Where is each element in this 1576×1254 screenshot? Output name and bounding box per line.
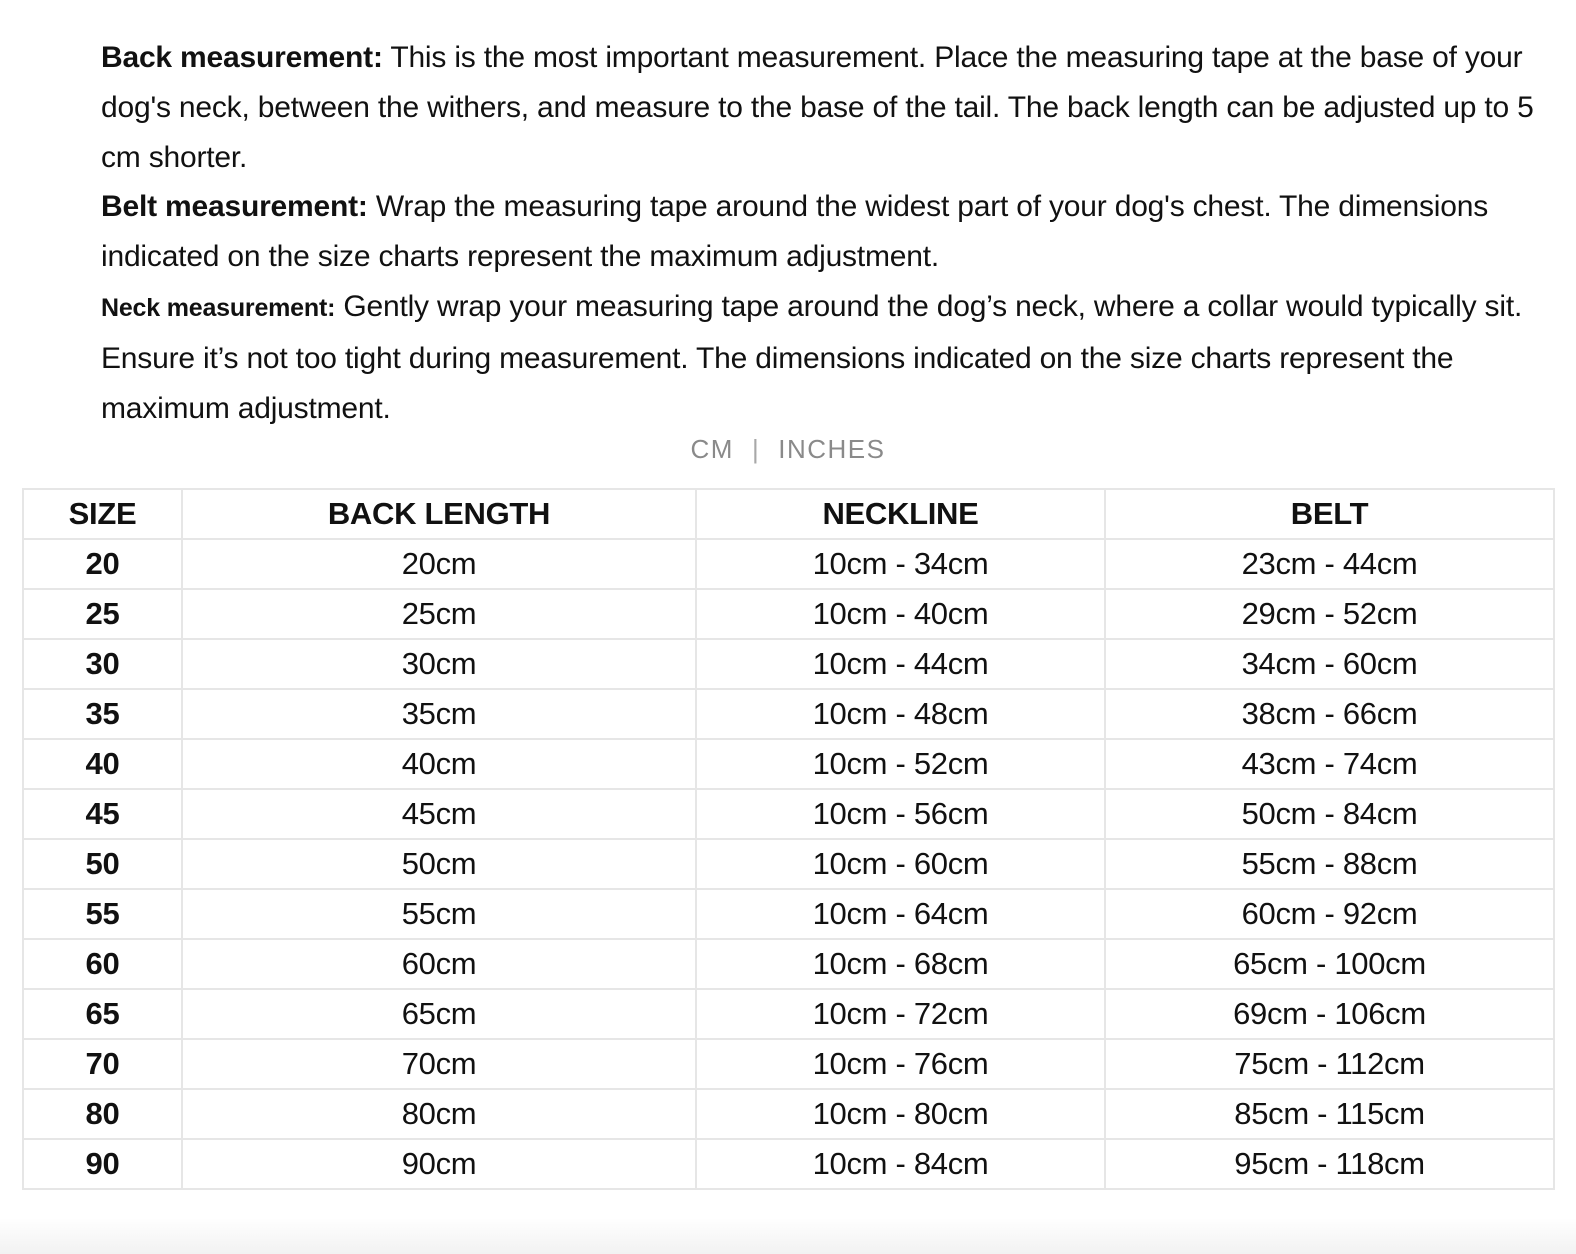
back-measurement-paragraph — [101, 33, 1551, 182]
neck-measurement-text: Gently wrap your measuring tape around the dog’s neck, where a collar would typically sit. Ensure it’s not too tight during measurement. The dimensions indicated on the size charts represent the maximum adjustment. — [101, 289, 1523, 425]
belt-cell: 65cm - 100cm — [1105, 939, 1554, 989]
neck-measurement-paragraph — [101, 282, 1551, 433]
header-belt: BELT — [1105, 489, 1554, 539]
back-length-cell: 65cm — [182, 989, 696, 1039]
back-measurement-label: Back measurement: — [101, 41, 383, 74]
table-row — [23, 789, 1554, 839]
belt-cell: 60cm - 92cm — [1105, 889, 1554, 939]
back-length-cell: 55cm — [182, 889, 696, 939]
size-cell: 45 — [23, 789, 182, 839]
size-cell: 35 — [23, 689, 182, 739]
back-length-cell: 90cm — [182, 1139, 696, 1189]
page-bottom-edge — [0, 1218, 1576, 1254]
size-cell: 50 — [23, 839, 182, 889]
back-length-cell: 70cm — [182, 1039, 696, 1089]
table-row — [23, 989, 1554, 1039]
back-length-cell: 40cm — [182, 739, 696, 789]
neckline-cell: 10cm - 84cm — [696, 1139, 1105, 1189]
table-row — [23, 689, 1554, 739]
neckline-cell: 10cm - 68cm — [696, 939, 1105, 989]
neckline-cell: 10cm - 44cm — [696, 639, 1105, 689]
belt-cell: 55cm - 88cm — [1105, 839, 1554, 889]
belt-measurement-paragraph — [101, 182, 1551, 282]
table-row — [23, 889, 1554, 939]
back-length-cell: 25cm — [182, 589, 696, 639]
size-cell: 55 — [23, 889, 182, 939]
unit-separator: | — [751, 434, 761, 464]
table-header-row — [23, 489, 1554, 539]
neckline-cell: 10cm - 56cm — [696, 789, 1105, 839]
unit-inches-tab[interactable]: INCHES — [778, 434, 886, 464]
size-cell: 90 — [23, 1139, 182, 1189]
neckline-cell: 10cm - 34cm — [696, 539, 1105, 589]
neckline-cell: 10cm - 64cm — [696, 889, 1105, 939]
belt-measurement-text: Wrap the measuring tape around the widest part of your dog's chest. The dimensions indicated on the size charts represent the maximum adjustment. — [101, 190, 1489, 274]
table-row — [23, 939, 1554, 989]
size-cell: 60 — [23, 939, 182, 989]
size-cell: 40 — [23, 739, 182, 789]
belt-cell: 29cm - 52cm — [1105, 589, 1554, 639]
table-row — [23, 1089, 1554, 1139]
size-chart-table — [22, 488, 1555, 1190]
belt-cell: 69cm - 106cm — [1105, 989, 1554, 1039]
table-row — [23, 589, 1554, 639]
size-cell: 30 — [23, 639, 182, 689]
table-row — [23, 1139, 1554, 1189]
table-row — [23, 839, 1554, 889]
back-length-cell: 30cm — [182, 639, 696, 689]
header-size: SIZE — [23, 489, 182, 539]
table-body — [23, 539, 1554, 1189]
header-back-length: BACK LENGTH — [182, 489, 696, 539]
neckline-cell: 10cm - 48cm — [696, 689, 1105, 739]
neckline-cell: 10cm - 72cm — [696, 989, 1105, 1039]
belt-cell: 43cm - 74cm — [1105, 739, 1554, 789]
belt-cell: 50cm - 84cm — [1105, 789, 1554, 839]
measurement-instructions — [101, 33, 1551, 433]
unit-toggle — [0, 434, 1576, 465]
table-row — [23, 639, 1554, 689]
back-length-cell: 80cm — [182, 1089, 696, 1139]
back-length-cell: 35cm — [182, 689, 696, 739]
size-cell: 65 — [23, 989, 182, 1039]
back-measurement-text: This is the most important measurement. Place the measuring tape at the base of your dog's neck, between the withers, and measure to the base of the tail. The back length can be adjusted up to 5 cm shorter. — [101, 41, 1534, 174]
belt-cell: 34cm - 60cm — [1105, 639, 1554, 689]
neckline-cell: 10cm - 60cm — [696, 839, 1105, 889]
size-cell: 80 — [23, 1089, 182, 1139]
back-length-cell: 50cm — [182, 839, 696, 889]
unit-cm-tab[interactable]: CM — [690, 434, 734, 464]
belt-cell: 38cm - 66cm — [1105, 689, 1554, 739]
neckline-cell: 10cm - 80cm — [696, 1089, 1105, 1139]
neckline-cell: 10cm - 40cm — [696, 589, 1105, 639]
neckline-cell: 10cm - 76cm — [696, 1039, 1105, 1089]
header-neckline: NECKLINE — [696, 489, 1105, 539]
belt-cell: 85cm - 115cm — [1105, 1089, 1554, 1139]
neck-measurement-label: Neck measurement: — [101, 293, 336, 322]
belt-cell: 75cm - 112cm — [1105, 1039, 1554, 1089]
belt-measurement-label: Belt measurement: — [101, 190, 368, 224]
belt-cell: 95cm - 118cm — [1105, 1139, 1554, 1189]
size-cell: 20 — [23, 539, 182, 589]
table-row — [23, 739, 1554, 789]
size-cell: 25 — [23, 589, 182, 639]
size-cell: 70 — [23, 1039, 182, 1089]
table-row — [23, 1039, 1554, 1089]
table-row — [23, 539, 1554, 589]
neckline-cell: 10cm - 52cm — [696, 739, 1105, 789]
belt-cell: 23cm - 44cm — [1105, 539, 1554, 589]
back-length-cell: 45cm — [182, 789, 696, 839]
back-length-cell: 20cm — [182, 539, 696, 589]
back-length-cell: 60cm — [182, 939, 696, 989]
